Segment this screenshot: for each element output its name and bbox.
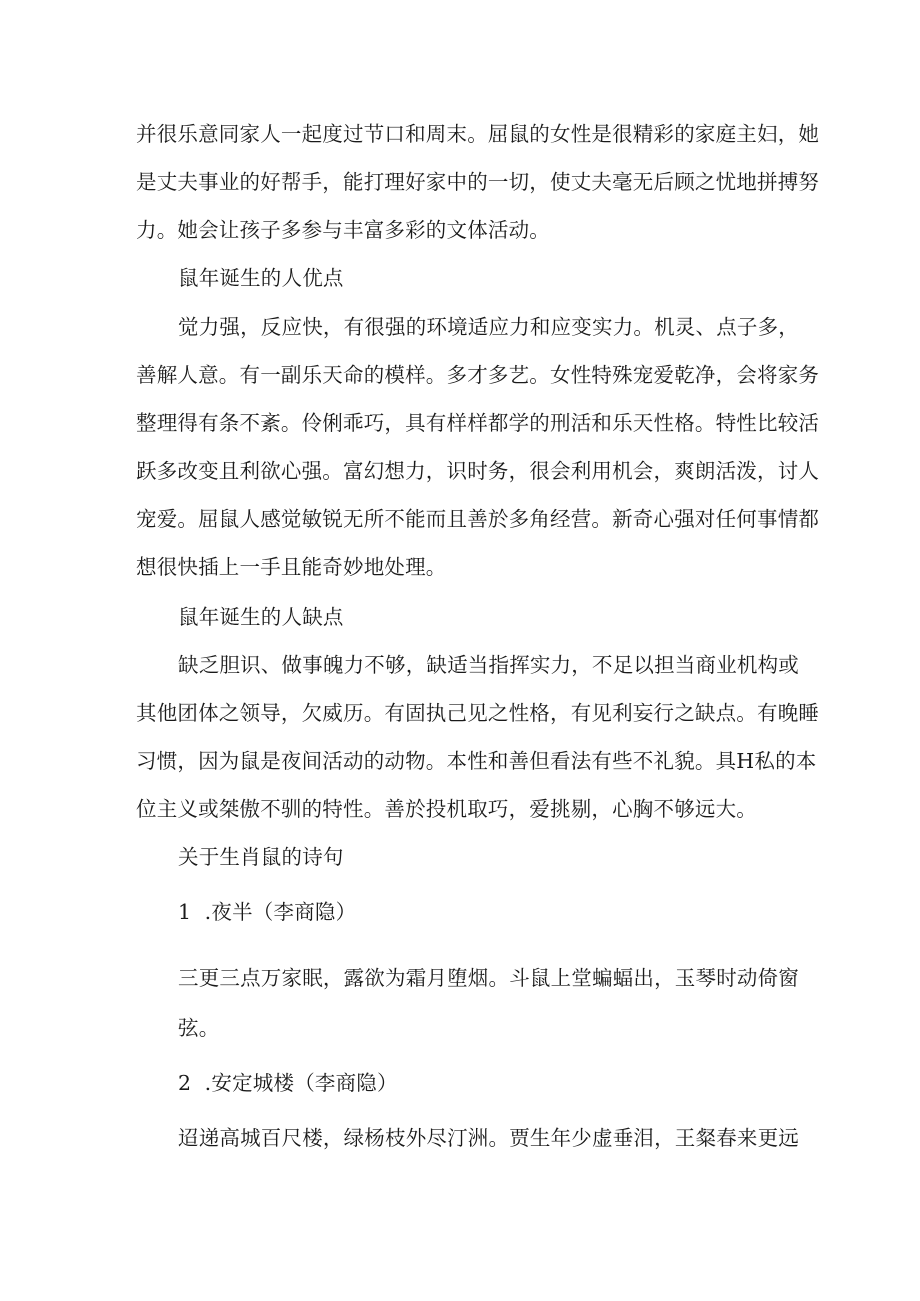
paragraph-line: 其他团体之领导，欠威历。有固执己见之性格，有见利妄行之缺点。有晚睡 bbox=[136, 701, 820, 725]
poem-title: 1 .夜半（李商隐） bbox=[178, 900, 357, 924]
paragraph-line: 整理得有条不紊。伶俐乖巧，具有样样都学的刑活和乐天性格。特性比较活 bbox=[136, 411, 820, 435]
poem-title: 2 .安定城楼（李商隐） bbox=[178, 1071, 398, 1095]
paragraph-line: 缺乏胆识、做事魄力不够，缺适当指挥实力，不足以担当商业机构或 bbox=[178, 653, 799, 677]
section-heading: 鼠年诞生的人缺点 bbox=[178, 605, 344, 629]
poem-line: 三更三点万家眠，露欲为霜月堕烟。斗鼠上堂蝙蝠出，玉琴时动倚窗 bbox=[178, 966, 799, 990]
paragraph-line: 力。她会让孩子多参与丰富多彩的文体活动。 bbox=[136, 218, 550, 242]
poem-line: 迢递高城百尺楼，绿杨枝外尽汀洲。贾生年少虚垂泪，王粲春来更远 bbox=[178, 1126, 799, 1150]
paragraph-line: 位主义或桀傲不驯的特性。善於投机取巧，爱挑剔，心胸不够远大。 bbox=[136, 797, 757, 821]
paragraph-line: 觉力强，反应快，有很强的环境适应力和应变实力。机灵、点子多， bbox=[178, 315, 799, 339]
paragraph-line: 习惯，因为鼠是夜间活动的动物。本性和善但看法有些不礼貌。具H私的本 bbox=[136, 749, 817, 773]
paragraph-line: 宠爱。屈鼠人感觉敏锐无所不能而且善於多角经营。新奇心强对任何事情都 bbox=[136, 507, 820, 531]
section-heading: 鼠年诞生的人优点 bbox=[178, 266, 344, 290]
paragraph-line: 是丈夫事业的好帮手，能打理好家中的一切，使丈夫毫无后顾之忧地拼搏努 bbox=[136, 170, 820, 194]
paragraph-line: 想很快插上一手且能奇妙地处理。 bbox=[136, 555, 447, 579]
poem-line: 弦。 bbox=[178, 1016, 220, 1040]
section-heading: 关于生肖鼠的诗句 bbox=[178, 845, 344, 869]
paragraph-line: 并很乐意同家人一起度过节口和周末。屈鼠的女性是很精彩的家庭主妇，她 bbox=[136, 122, 820, 146]
paragraph-line: 善解人意。有一副乐天命的模样。多才多艺。女性特殊宠爱乾净，会将家务 bbox=[136, 363, 820, 387]
paragraph-line: 跃多改变且利欲心强。富幻想力，识时务，很会利用机会，爽朗活泼，讨人 bbox=[136, 459, 820, 483]
